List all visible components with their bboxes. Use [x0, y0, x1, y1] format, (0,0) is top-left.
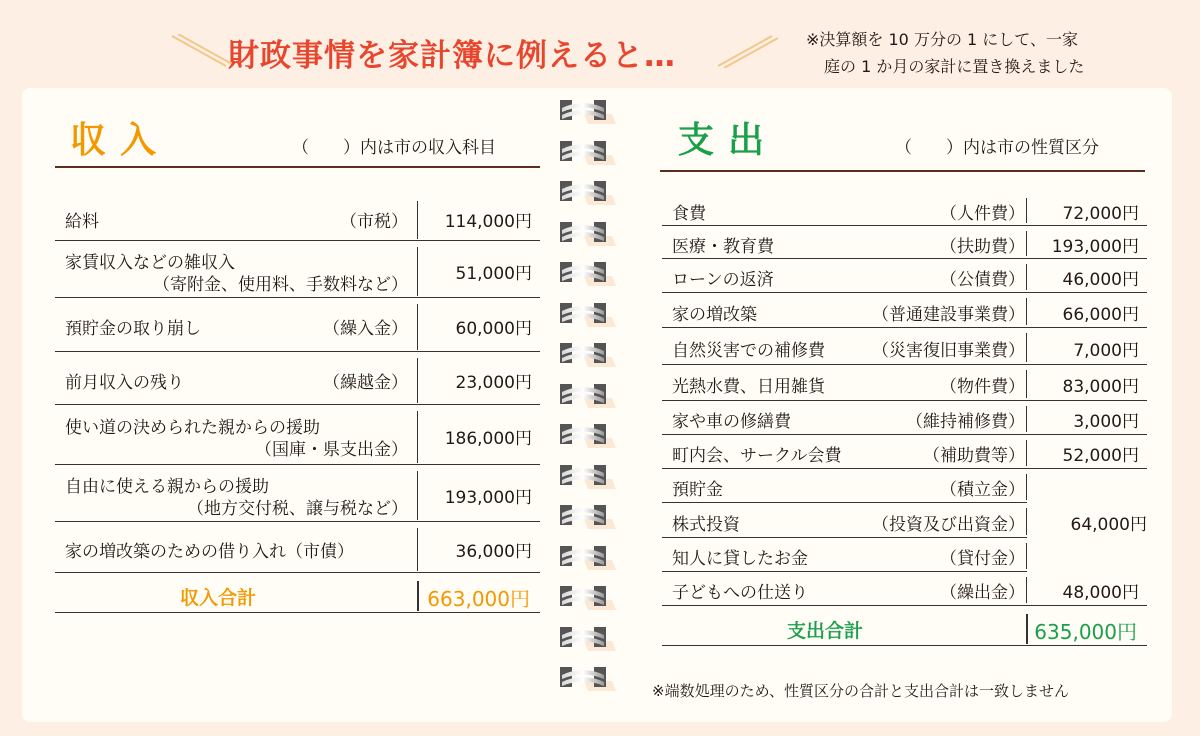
- column-divider: [1026, 543, 1027, 569]
- row-amount: 60,000円: [455, 319, 532, 339]
- column-divider: [1026, 333, 1027, 362]
- expense-row: [662, 226, 1147, 259]
- row-amount: 193,000円: [444, 487, 532, 508]
- income-total-row: [55, 577, 540, 613]
- column-divider: [417, 201, 418, 239]
- row-amount: 36,000円: [455, 541, 532, 562]
- row-amount: 66,000円: [1062, 304, 1139, 325]
- row-amount: 72,000円: [1062, 203, 1139, 224]
- expense-row: [662, 469, 1027, 503]
- row-category: （普通建設事業費）: [872, 304, 1025, 325]
- income-row: [55, 522, 540, 573]
- column-divider: [1026, 577, 1027, 603]
- binding-ring-icon: [560, 463, 616, 489]
- expense-row: [662, 259, 1147, 293]
- binding-ring-icon: [560, 301, 616, 327]
- column-divider: [1026, 614, 1028, 644]
- binding-ring-icon: [560, 179, 616, 205]
- row-label: 預貯金: [672, 480, 723, 500]
- scale-note-line: ※決算額を 10 万分の 1 にして、一家: [806, 30, 1078, 49]
- column-divider: [417, 358, 418, 403]
- expense-underline: [660, 170, 1145, 172]
- row-amount: 48,000円: [1062, 583, 1139, 603]
- row-amount: 46,000円: [1062, 270, 1139, 290]
- row-amount: 23,000円: [455, 372, 532, 393]
- row-label: 知人に貸したお金: [672, 549, 808, 569]
- binding-ring-icon: [560, 382, 616, 408]
- income-subheading: （ ）内は市の収入科目: [292, 138, 496, 158]
- expense-row: [662, 293, 1147, 328]
- income-row: [55, 241, 540, 298]
- income-row: [55, 405, 540, 465]
- row-amount: 7,000円: [1073, 340, 1139, 361]
- row-category: （繰出金）: [940, 583, 1025, 603]
- expense-total-label: 支出合計: [787, 620, 864, 642]
- row-amount: 193,000円: [1051, 236, 1139, 257]
- expense-row: [662, 365, 1147, 401]
- row-amount: 83,000円: [1062, 377, 1139, 397]
- row-category: （物件費）: [940, 377, 1025, 397]
- row-category: （国庫・県支出金）: [255, 440, 408, 460]
- column-divider: [1026, 264, 1027, 290]
- row-label: 町内会、サークル会費: [672, 446, 842, 466]
- binding-ring-icon: [560, 503, 616, 529]
- expense-subheading: （ ）内は市の性質区分: [895, 138, 1099, 158]
- expense-row: [662, 538, 1027, 572]
- row-category: （地方交付税、譲与税など）: [187, 498, 408, 519]
- expense-total-value: 635,000円: [1034, 620, 1137, 644]
- row-label: 光熱水費、日用雑貨: [672, 377, 825, 397]
- row-label: ローンの返済: [672, 270, 774, 290]
- row-label: 前月収入の残り: [65, 372, 184, 393]
- binding-ring-icon: [560, 139, 616, 165]
- row-label: 食費: [672, 203, 706, 224]
- column-divider: [1026, 508, 1027, 535]
- expense-row: [662, 572, 1147, 606]
- expense-total-row: [662, 610, 1147, 646]
- scale-note-line: 庭の 1 か月の家計に置き換えました: [824, 57, 1085, 76]
- row-label: 子どもへの仕送り: [672, 583, 808, 603]
- row-label: 医療・教育費: [672, 236, 774, 257]
- page-title: 財政事情を家計簿に例えると…: [228, 38, 676, 74]
- row-amount: 64,000円: [1070, 514, 1147, 535]
- binding-ring-icon: [560, 625, 616, 651]
- column-divider: [417, 528, 418, 571]
- expense-row: [662, 435, 1147, 469]
- row-label: 家賃収入などの雑収入: [65, 252, 235, 273]
- income-row: [55, 352, 540, 405]
- row-category: （維持補修費）: [906, 412, 1025, 432]
- income-total-label: 収入合計: [180, 587, 257, 609]
- row-label: 自然災害での補修費: [672, 340, 825, 361]
- binding-ring-icon: [560, 341, 616, 367]
- row-label: 家の増改築: [672, 304, 757, 325]
- binding-ring-icon: [560, 665, 616, 691]
- row-category: （繰越金）: [323, 372, 408, 393]
- row-category: （扶助費）: [940, 236, 1025, 257]
- column-divider: [1026, 474, 1027, 500]
- binding-ring-icon: [560, 422, 616, 448]
- income-total-value: 663,000円: [427, 587, 530, 611]
- row-label: 株式投資: [672, 514, 740, 535]
- row-amount: 3,000円: [1073, 412, 1139, 432]
- column-divider: [1026, 440, 1027, 466]
- decorative-slash-left: [170, 34, 232, 68]
- column-divider: [417, 304, 418, 350]
- row-category: （補助費等）: [923, 446, 1025, 466]
- row-category: （市税）: [340, 212, 408, 232]
- binding-ring-icon: [560, 260, 616, 286]
- income-heading: 収入: [70, 120, 171, 161]
- income-row: [55, 298, 540, 352]
- binding-ring-icon: [560, 584, 616, 610]
- column-divider: [417, 471, 418, 520]
- binding-ring-icon: [560, 98, 616, 124]
- binding-ring-icon: [560, 544, 616, 570]
- column-divider: [1026, 298, 1027, 325]
- row-category: （繰入金）: [323, 319, 408, 339]
- expense-row: [662, 401, 1147, 435]
- expense-row: [662, 193, 1147, 226]
- row-category: （積立金）: [940, 480, 1025, 500]
- binding-ring-icon: [560, 220, 616, 246]
- column-divider: [417, 581, 419, 611]
- column-divider: [1026, 406, 1027, 432]
- footnote: ※端数処理のため、性質区分の合計と支出合計は一致しません: [652, 682, 1069, 700]
- income-row: [55, 195, 540, 241]
- row-category: （人件費）: [940, 203, 1025, 224]
- row-amount: 186,000円: [444, 429, 532, 449]
- row-amount: 52,000円: [1062, 446, 1139, 466]
- row-category: （寄附金、使用料、手数料など）: [153, 274, 408, 295]
- row-amount: 114,000円: [444, 212, 532, 232]
- row-label: 家や車の修繕費: [672, 412, 791, 432]
- expense-row: [662, 328, 1147, 365]
- income-underline: [55, 166, 540, 168]
- income-row: [55, 465, 540, 522]
- scale-note: [806, 26, 1084, 80]
- column-divider: [1026, 198, 1027, 223]
- row-category: （公債費）: [940, 270, 1025, 290]
- row-label: 給料: [65, 212, 99, 232]
- row-label: 家の増改築のための借り入れ（市債）: [65, 541, 354, 562]
- decorative-slash-right: [718, 34, 780, 68]
- row-category: （投資及び出資金）: [872, 514, 1025, 535]
- expense-heading: 支出: [678, 120, 779, 161]
- row-label: 預貯金の取り崩し: [65, 319, 201, 339]
- column-divider: [1026, 370, 1027, 398]
- row-label: 自由に使える親からの援助: [65, 476, 269, 497]
- row-category: （貸付金）: [940, 549, 1025, 569]
- row-category: （災害復旧事業費）: [872, 340, 1025, 361]
- column-divider: [417, 411, 418, 463]
- expense-row: [662, 503, 1147, 538]
- row-label: 使い道の決められた親からの援助: [65, 418, 320, 438]
- column-divider: [1026, 231, 1027, 256]
- row-amount: 51,000円: [455, 263, 532, 284]
- column-divider: [417, 247, 418, 296]
